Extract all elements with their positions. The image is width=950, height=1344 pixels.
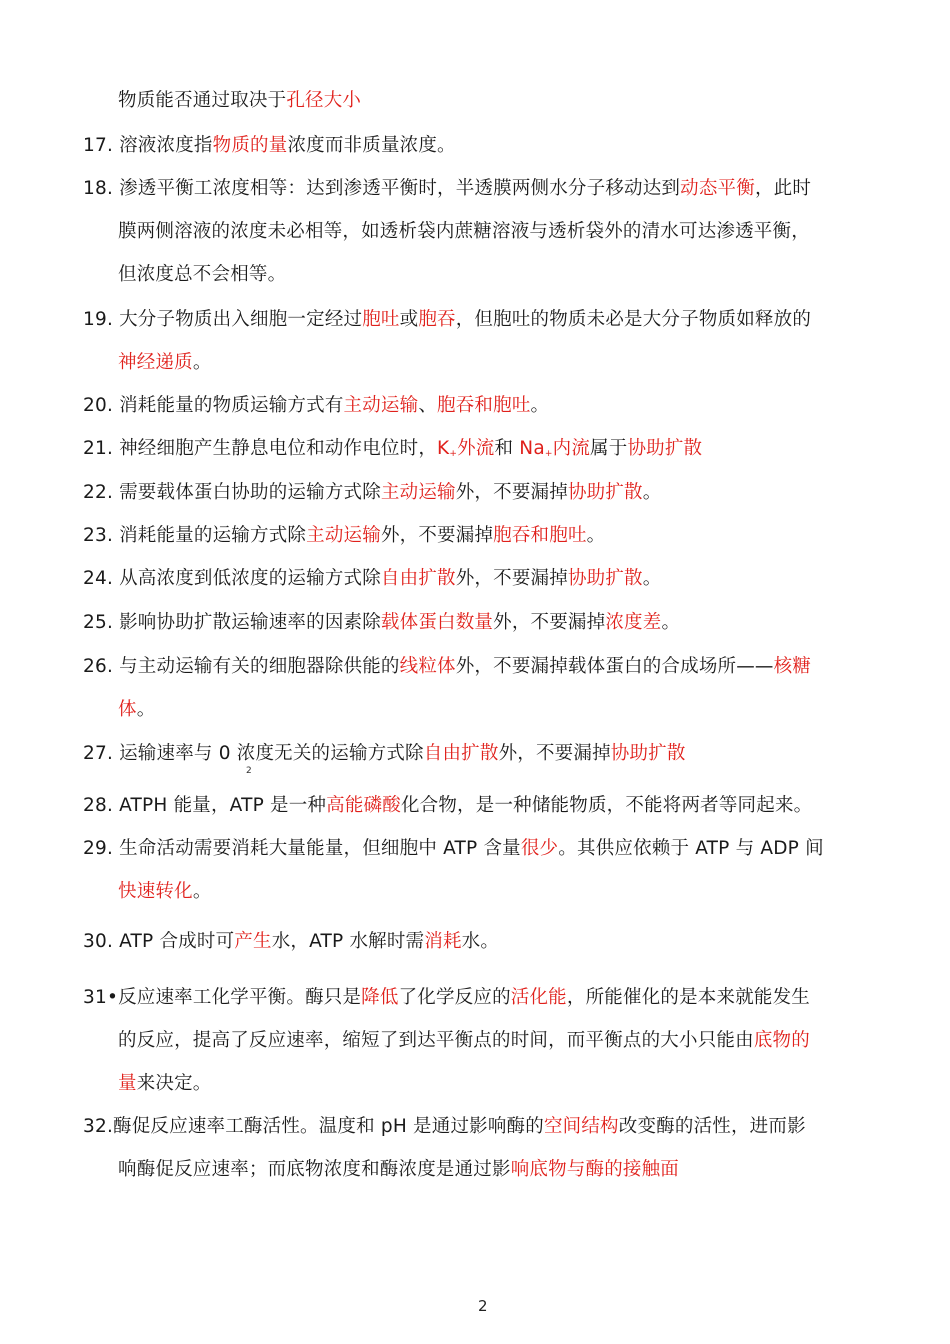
text-line	[83, 133, 456, 159]
text-segment: 运输速率与 0 浓度无关的运输方式除	[113, 743, 424, 764]
highlighted-answer: 胞吐	[362, 309, 400, 330]
text-line	[83, 566, 661, 592]
text-segment: 的反应，提高了反应速率，缩短了到达平衡点的时间，而平衡点的大小只能由	[118, 1030, 754, 1051]
highlighted-answer: 线粒体	[399, 656, 456, 677]
highlighted-answer: 空间结构	[543, 1116, 619, 1137]
highlighted-answer: 高能磷酸	[326, 795, 401, 816]
highlighted-answer: 协助扩散	[610, 743, 686, 764]
item-number: 18.	[83, 178, 114, 199]
text-segment: ，此时	[754, 178, 812, 199]
text-line	[83, 654, 811, 680]
highlighted-answer: 降低	[361, 987, 399, 1008]
subscript-mark: 2	[246, 766, 252, 776]
highlighted-answer: 活化能	[510, 987, 567, 1008]
highlighted-answer: 自由扩散	[423, 743, 499, 764]
text-segment: 响酶促反应速率；而底物浓度和酶浓度是通过影	[118, 1159, 511, 1180]
text-segment: 了化学反应的	[398, 987, 511, 1008]
highlighted-answer: 协助扩散	[627, 438, 703, 459]
item-number: 29.	[83, 838, 114, 859]
item-number: 26.	[83, 656, 114, 677]
text-segment: 。	[192, 352, 212, 373]
item-number: 24.	[83, 568, 114, 589]
text-segment: 外，不要漏掉	[493, 612, 606, 633]
text-line	[83, 610, 680, 636]
text-segment: ATP 合成时可	[113, 931, 235, 952]
item-number: 28.	[83, 795, 114, 816]
text-line	[118, 88, 361, 114]
text-segment: 膜两侧溶液的浓度未必相等，如透析袋内蔗糖溶液与透析袋外的清水可达渗透平衡，	[118, 221, 810, 242]
text-segment: 浓度而非质量浓度。	[287, 135, 456, 156]
text-segment: 外，不要漏掉	[498, 743, 611, 764]
text-segment: 大分子物质出入细胞一定经过	[113, 309, 363, 330]
text-segment: 反应速率工化学平衡。酶只是	[118, 987, 362, 1008]
text-line	[83, 793, 812, 819]
text-segment: 水，ATP 水解时需	[271, 931, 425, 952]
text-line	[118, 1071, 212, 1097]
text-segment: 渗透平衡工浓度相等：达到渗透平衡时，半透膜两侧水分子移动达到	[113, 178, 681, 199]
item-number: 31•	[83, 987, 119, 1008]
text-segment: 和	[494, 438, 520, 459]
highlighted-answer: 神经递质	[118, 352, 193, 373]
text-segment: 消耗能量的运输方式除	[113, 525, 307, 546]
item-number: 19.	[83, 309, 114, 330]
text-segment: 生命活动需要消耗大量能量，但细胞中 ATP 含量	[113, 838, 521, 859]
text-line	[118, 1028, 810, 1054]
text-segment: 来决定。	[136, 1073, 212, 1094]
highlighted-answer: 体	[118, 699, 137, 720]
highlighted-answer: +	[449, 449, 458, 459]
text-segment: 物质能否通过取决于	[118, 90, 287, 111]
highlighted-answer: 主动运输	[380, 482, 456, 503]
text-segment: ，但胞吐的物质未必是大分子物质如释放的	[455, 309, 812, 330]
text-segment: 。	[586, 525, 606, 546]
highlighted-answer: 自由扩散	[380, 568, 456, 589]
highlighted-answer: +	[544, 449, 553, 459]
text-line	[83, 393, 549, 419]
text-segment: 从高浓度到低浓度的运输方式除	[113, 568, 381, 589]
highlighted-answer: 快速转化	[118, 881, 193, 902]
highlighted-answer: 产生	[234, 931, 272, 952]
text-line	[118, 697, 155, 723]
item-number: 20.	[83, 395, 114, 416]
highlighted-answer: 响底物与酶的接触面	[510, 1159, 680, 1180]
item-number: 21.	[83, 438, 114, 459]
text-segment: 影响协助扩散运输速率的因素除	[113, 612, 381, 633]
text-segment: 与主动运输有关的细胞器除供能的	[113, 656, 400, 677]
highlighted-answer: K	[437, 438, 450, 459]
highlighted-answer: 协助扩散	[567, 482, 643, 503]
text-segment: 溶液浓度指	[113, 135, 213, 156]
text-segment: 需要载体蛋白协助的运输方式除	[113, 482, 381, 503]
highlighted-answer: 核糖	[773, 656, 812, 677]
page-number: 2	[478, 1297, 488, 1315]
highlighted-answer: 物质的量	[212, 135, 288, 156]
text-segment: 或	[399, 309, 419, 330]
text-segment: 。	[642, 568, 662, 589]
highlighted-answer: 外流	[457, 438, 495, 459]
text-line	[118, 350, 212, 376]
text-segment: 酶促反应速率工酶活性。温度和 pH 是通过影响酶的	[113, 1116, 544, 1137]
text-line	[118, 262, 286, 288]
item-number: 23.	[83, 525, 114, 546]
item-number: 22.	[83, 482, 114, 503]
item-number: 25.	[83, 612, 114, 633]
highlighted-answer: 量	[118, 1073, 137, 1094]
highlighted-answer: 胞吞和胞吐	[437, 395, 531, 416]
highlighted-answer: 孔径大小	[286, 90, 362, 111]
text-line	[118, 879, 212, 905]
text-line	[83, 836, 824, 862]
text-line	[83, 985, 810, 1011]
item-number: 30.	[83, 931, 114, 952]
text-segment: 外，不要漏掉	[455, 482, 568, 503]
text-segment: ，所能催化的是本来就能发生	[566, 987, 810, 1008]
text-segment: 。	[530, 395, 550, 416]
text-segment: ATPH 能量，ATP 是一种	[113, 795, 327, 816]
highlighted-answer: 协助扩散	[567, 568, 643, 589]
text-line	[118, 1157, 679, 1183]
text-segment: 。	[192, 881, 212, 902]
text-segment: 、	[418, 395, 438, 416]
item-number: 32.	[83, 1116, 114, 1137]
highlighted-answer: 主动运输	[343, 395, 419, 416]
text-segment: 但浓度总不会相等。	[118, 264, 287, 285]
text-segment: 属于	[590, 438, 628, 459]
text-line	[118, 219, 810, 245]
item-number: 17.	[83, 135, 114, 156]
highlighted-answer: 主动运输	[306, 525, 381, 546]
highlighted-answer: 胞吞和胞吐	[493, 525, 587, 546]
highlighted-answer: 很少	[520, 838, 559, 859]
text-segment: 。	[642, 482, 662, 503]
text-segment: 改变酶的活性，进而影	[618, 1116, 806, 1137]
highlighted-answer: 内流	[552, 438, 591, 459]
item-number: 27.	[83, 743, 114, 764]
text-segment: 外，不要漏掉	[455, 568, 568, 589]
highlighted-answer: 胞吞	[418, 309, 456, 330]
text-segment: 消耗能量的物质运输方式有	[113, 395, 344, 416]
highlighted-answer: 浓度差	[605, 612, 662, 633]
text-segment: 。	[136, 699, 156, 720]
highlighted-answer: 消耗	[424, 931, 462, 952]
text-segment: 外，不要漏掉	[380, 525, 494, 546]
text-line	[83, 307, 811, 333]
highlighted-answer: 底物的	[753, 1030, 810, 1051]
text-segment: 水。	[461, 931, 500, 952]
text-segment: 神经细胞产生静息电位和动作电位时，	[113, 438, 438, 459]
text-line	[83, 1114, 806, 1140]
text-line	[83, 436, 702, 467]
text-line	[83, 929, 499, 955]
text-segment: 。其供应依赖于 ATP 与 ADP 间	[558, 838, 824, 859]
text-line	[83, 741, 686, 767]
text-segment: 外，不要漏掉载体蛋白的合成场所——	[455, 656, 774, 677]
text-segment: 化合物，是一种储能物质，不能将两者等同起来。	[400, 795, 813, 816]
text-line	[83, 523, 605, 549]
highlighted-answer: 载体蛋白数量	[380, 612, 494, 633]
highlighted-answer: Na	[519, 438, 545, 459]
text-line	[83, 480, 661, 506]
text-line	[83, 176, 811, 202]
text-segment: 。	[661, 612, 681, 633]
highlighted-answer: 动态平衡	[680, 178, 755, 199]
